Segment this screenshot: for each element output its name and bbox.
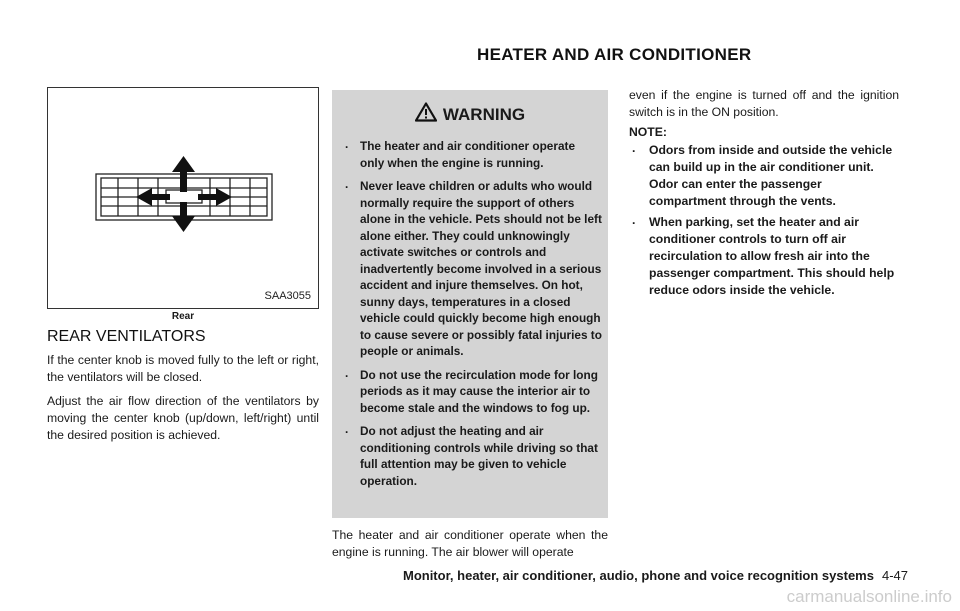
note-list xyxy=(629,142,899,303)
section-title: REAR VENTILATORS xyxy=(47,328,206,345)
page-header: HEATER AND AIR CONDITIONER xyxy=(477,45,752,64)
warning-box xyxy=(332,90,608,518)
note-item: . Odors from inside and outside the vehicle can build up in the air conditioner unit. Odor can enter the passenger compartment through the vents. xyxy=(629,142,899,210)
rear-ventilator-illustration xyxy=(48,88,320,310)
warning-item: . The heater and air conditioner operate only when the engine is running. xyxy=(340,138,602,171)
warning-title xyxy=(332,102,608,125)
footer-section: Monitor, heater, air conditioner, audio, phone and voice recognition systems xyxy=(402,568,874,583)
warning-item: . Do not use the recirculation mode for long periods as it may cause the interior air to become stale and the windows to fog up. xyxy=(340,367,602,417)
warning-item: . Do not adjust the heating and air conditioning controls while driving so that full attention may be given to vehicle operation. xyxy=(340,423,602,489)
warning-title-text: WARNING xyxy=(442,105,526,124)
section-body xyxy=(47,352,319,451)
body-paragraph: The heater and air conditioner operate when the engine is running. The air blower will operate xyxy=(332,528,608,559)
warning-list xyxy=(340,138,602,496)
rear-ventilator-figure xyxy=(47,87,319,309)
note-item: . When parking, set the heater and air conditioner controls to turn off air recirculation to allow fresh air into the passenger compartment. This should help reduce odors inside the vehicle. xyxy=(629,214,899,299)
page-footer xyxy=(403,568,908,583)
figure-code: SAA3055 xyxy=(264,290,311,302)
body-paragraph: If the center knob is moved fully to the left or right, the ventilators will be closed. xyxy=(47,353,319,384)
figure-caption: Rear xyxy=(171,311,195,322)
page-number: 4-47 xyxy=(881,568,908,583)
watermark: carmanualsonline.info xyxy=(786,587,952,606)
warning-triangle-icon xyxy=(415,102,437,122)
body-paragraph: even if the engine is turned off and the ignition switch is in the ON position. xyxy=(629,88,899,119)
body-paragraph: Adjust the air flow direction of the ventilators by moving the center knob (up/down, left/right) until the desired position is achieved. xyxy=(47,394,319,442)
warning-item: . Never leave children or adults who would normally require the support of others alone in the vehicle. Pets should not be left alone either. They could unknowingly activate switches or controls and inadvertently become involved in a serious accident and injure themselves. On hot, sunny days, temperatures in a closed vehicle could quickly become high enough to cause severe or possibly fatal injuries to people or animals. xyxy=(340,178,602,360)
note-label: NOTE: xyxy=(629,125,667,139)
